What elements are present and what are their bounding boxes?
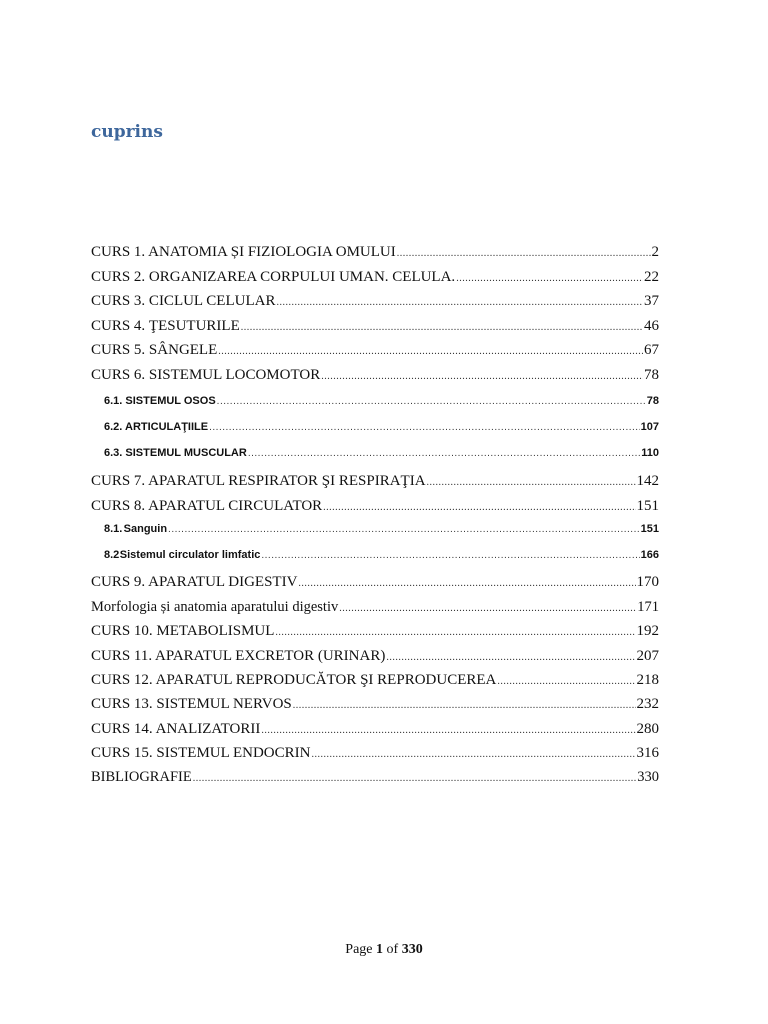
dot-leader: [261, 725, 635, 736]
toc-entry[interactable]: [91, 696, 659, 713]
dot-leader: [193, 773, 637, 784]
toc-entry[interactable]: [91, 745, 659, 762]
toc-subentry-page: 107: [640, 421, 659, 433]
toc-entry-label: CURS 1. ANATOMIA ȘI FIZIOLOGIA OMULUI: [91, 244, 396, 260]
toc-subentry[interactable]: [104, 395, 659, 407]
toc-entry[interactable]: [91, 318, 659, 335]
toc-entry-label: CURS 3. CICLUL CELULAR: [91, 293, 276, 309]
toc-entry-page: 151: [636, 498, 659, 514]
dot-leader: [248, 448, 640, 459]
toc-subentry[interactable]: [104, 523, 659, 535]
dot-leader: [427, 477, 636, 488]
toc-entry-page: 67: [644, 342, 659, 358]
toc-entry-page: 232: [636, 696, 659, 712]
current-page-number: 1: [376, 942, 384, 957]
page-prefix: Page: [345, 942, 373, 957]
toc-entry-page: 142: [636, 473, 659, 489]
toc-entry-label: CURS 15. SISTEMUL ENDOCRIN: [91, 745, 311, 761]
toc-entry-page: 37: [644, 293, 659, 309]
dot-leader: [323, 502, 635, 513]
toc-entry[interactable]: [91, 244, 659, 261]
toc-entry-page: 316: [636, 745, 659, 761]
toc-subentry-label: Sanguin: [123, 523, 168, 535]
toc-subentry-label: 6.3. SISTEMUL MUSCULAR: [104, 447, 247, 459]
toc-entry-label: CURS 6. SISTEMUL LOCOMOTOR: [91, 367, 321, 383]
dot-leader: [241, 322, 643, 333]
dot-leader: [217, 396, 646, 407]
dot-leader: [339, 603, 636, 614]
toc-entry-page: 192: [636, 623, 659, 639]
dot-leader: [311, 749, 635, 760]
dot-leader: [293, 700, 636, 711]
toc-subentry-label: 6.2. ARTICULAŢIILE: [104, 421, 209, 433]
toc-entry[interactable]: [91, 769, 659, 786]
toc-entry-page: 280: [636, 721, 659, 737]
toc-entry[interactable]: [91, 293, 659, 310]
total-page-count: 330: [401, 942, 423, 957]
toc-entry-page: 218: [636, 672, 659, 688]
page-footer: [0, 942, 768, 958]
toc-entry[interactable]: [91, 574, 659, 591]
toc-entry[interactable]: [91, 342, 659, 359]
toc-entry-page: 330: [637, 769, 659, 785]
toc-entry-label: CURS 12. APARATUL REPRODUCĂTOR ŞI REPRODUCEREA: [91, 672, 497, 688]
toc-entry-page: 2: [651, 244, 659, 260]
dot-leader: [209, 422, 640, 433]
dot-leader: [397, 248, 651, 259]
toc-entry[interactable]: [91, 672, 659, 689]
toc-entry[interactable]: [91, 269, 659, 286]
dot-leader: [456, 273, 643, 284]
toc-entry-page: 22: [644, 269, 659, 285]
toc-subentry[interactable]: [104, 549, 659, 561]
toc-subentry-page: 110: [641, 447, 659, 459]
toc-entry[interactable]: [91, 367, 659, 384]
toc-entry-label: CURS 14. ANALIZATORII: [91, 721, 261, 737]
toc-entry[interactable]: [91, 648, 659, 665]
toc-entry-label: CURS 9. APARATUL DIGESTIV: [91, 574, 298, 590]
toc-entry[interactable]: [91, 498, 659, 515]
dot-leader: [261, 550, 639, 561]
toc-subentry-page: 151: [640, 523, 659, 535]
dot-leader: [275, 627, 635, 638]
toc-entry-label: CURS 7. APARATUL RESPIRATOR ŞI RESPIRAŢIA: [91, 473, 426, 489]
dot-leader: [497, 676, 635, 687]
toc-entry-page: 78: [644, 367, 659, 383]
toc-subentry-page: 166: [640, 549, 659, 561]
toc-subentry-label: Sistemul circulator limfatic: [119, 549, 261, 561]
toc-entry-label: Morfologia și anatomia aparatului digestiv: [91, 599, 339, 615]
toc-entry-page: 207: [636, 648, 659, 664]
toc-entry[interactable]: [91, 473, 659, 490]
toc-entry[interactable]: [91, 721, 659, 738]
toc-entry-label: CURS 2. ORGANIZAREA CORPULUI UMAN. CELULA.: [91, 269, 456, 285]
page-of: of: [386, 942, 399, 957]
toc-entry-label: CURS 13. SISTEMUL NERVOS: [91, 696, 292, 712]
dot-leader: [218, 346, 643, 357]
toc-heading: cuprins: [91, 122, 163, 142]
toc-entry[interactable]: [91, 623, 659, 640]
toc-entry[interactable]: [91, 599, 659, 616]
toc-entry-page: 170: [636, 574, 659, 590]
toc-subentry[interactable]: [104, 421, 659, 433]
dot-leader: [298, 578, 635, 589]
toc-subentry-number: 8.2: [104, 549, 120, 561]
toc-entry-label: CURS 5. SÂNGELE: [91, 342, 218, 358]
toc-entry-page: 171: [637, 599, 659, 615]
toc-entry-label: CURS 10. METABOLISMUL: [91, 623, 275, 639]
dot-leader: [321, 371, 643, 382]
toc-entry-label: CURS 8. APARATUL CIRCULATOR: [91, 498, 323, 514]
toc-subentry-number: 8.1.: [104, 523, 123, 535]
dot-leader: [276, 297, 643, 308]
dot-leader: [168, 524, 640, 535]
toc-subentry-page: 78: [646, 395, 659, 407]
toc-subentry[interactable]: [104, 447, 659, 459]
toc-entry-label: CURS 4. ŢESUTURILE: [91, 318, 240, 334]
toc-entry-label: BIBLIOGRAFIE: [91, 769, 192, 785]
toc-subentry-label: 6.1. SISTEMUL OSOS: [104, 395, 216, 407]
dot-leader: [386, 652, 635, 663]
toc-entry-page: 46: [644, 318, 659, 334]
toc-entry-label: CURS 11. APARATUL EXCRETOR (URINAR): [91, 648, 386, 664]
